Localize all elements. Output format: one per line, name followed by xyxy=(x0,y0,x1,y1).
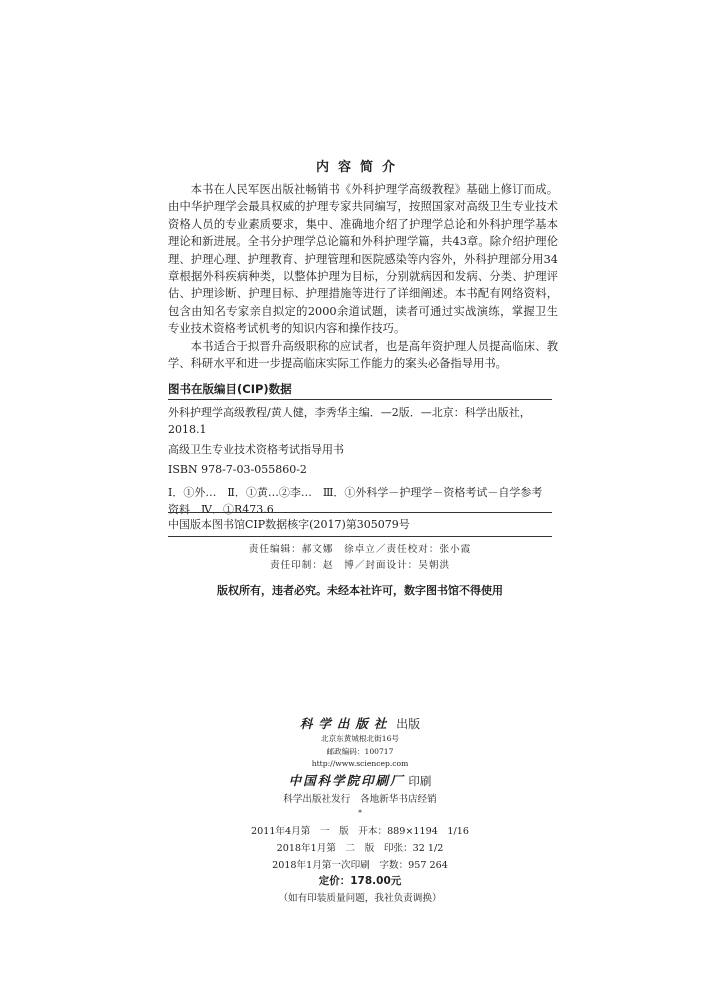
cip-bibliographic-line: 外科护理学高级教程/黄人健，李秀华主编．—2版．—北京：科学出版社，2018.1 xyxy=(168,406,531,436)
publisher-postcode: 邮政编码：100717 xyxy=(326,747,394,756)
edition-line-2: 2018年1月第 二 版 印张：32 1/2 xyxy=(276,843,444,854)
intro-title: 内容简介 xyxy=(315,160,404,175)
printer-name: 中国科学院印刷厂 xyxy=(288,773,405,788)
cip-bottom-rule xyxy=(168,536,552,537)
cip-middle-rule xyxy=(168,512,552,513)
cip-core-number: 中国版本图书馆CIP数据核字(2017)第305079号 xyxy=(168,518,410,531)
publisher-line xyxy=(0,714,720,732)
credits-line-1: 责任编辑：郝文娜 徐卓立／责任校对：张小霞 xyxy=(248,544,472,555)
quality-note: （如有印装质量问题，我社负责调换） xyxy=(278,893,442,904)
separator-mark: * xyxy=(358,808,362,817)
cip-series-line: 高级卫生专业技术资格考试指导用书 xyxy=(168,443,344,456)
credits-line-2: 责任印制：赵 博／封面设计：吴朝洪 xyxy=(269,560,451,571)
intro-paragraph-1: 本书在人民军医出版社畅销书《外科护理学高级教程》基础上修订而成。由中华护理学会最具权威的护理专家共同编写，按照国家对高级卫生专业技术资格人员的专业素质要求，集中、准确地介绍了护理学总论和外科护理学基本理论和新进展。全书分护理学总论篇和外科护理学篇，共43章。除介绍护理伦理、护理心理、护理教育、护理管理和医院感染等内容外，外科护理部分用34章根据外科疾病种类，以整体护理为目标，分别就病因和发病、分类、护理评估、护理诊断、护理目标、护理措施等进行了详细阐述。本书配有网络资料，包含由知名专家亲自拟定的2000余道试题，读者可通过实战演练，掌握卫生专业技术资格考试机考的知识内容和操作技巧。 xyxy=(168,183,558,336)
cip-block xyxy=(168,404,552,518)
price: 定价：178.00元 xyxy=(318,875,402,887)
intro-paragraph-2: 本书适合于拟晋升高级职称的应试者，也是高年资护理人员提高临床、教学、科研水平和进一步提高临床实际工作能力的案头必备指导用书。 xyxy=(168,339,558,371)
intro-text xyxy=(168,181,558,372)
cip-top-rule xyxy=(168,399,552,400)
publisher-website: http://www.sciencep.com xyxy=(311,759,409,768)
distribution-line: 科学出版社发行 各地新华书店经销 xyxy=(283,794,437,805)
printer-line xyxy=(0,771,720,789)
rights-notice: 版权所有，违者必究。未经本社许可，数字图书馆不得使用 xyxy=(217,584,503,597)
printer-role: 印刷 xyxy=(408,774,432,788)
edition-line-1: 2011年4月第 一 版 开本：889×1194 1/16 xyxy=(251,826,469,837)
publisher-role: 出版 xyxy=(396,717,421,731)
publisher-name: 科学出版社 xyxy=(299,716,393,731)
publisher-address: 北京东黄城根北街16号 xyxy=(320,734,399,743)
cip-classification: Ⅰ．①外… Ⅱ．①黄…②李… Ⅲ．①外科学－护理学－资格考试－自学参考资料 Ⅳ．①R473.6 xyxy=(168,486,543,516)
cip-title: 图书在版编目(CIP)数据 xyxy=(168,382,292,396)
cip-isbn: ISBN 978-7-03-055860-2 xyxy=(168,463,307,476)
edition-line-3: 2018年1月第一次印刷 字数：957 264 xyxy=(272,860,448,871)
